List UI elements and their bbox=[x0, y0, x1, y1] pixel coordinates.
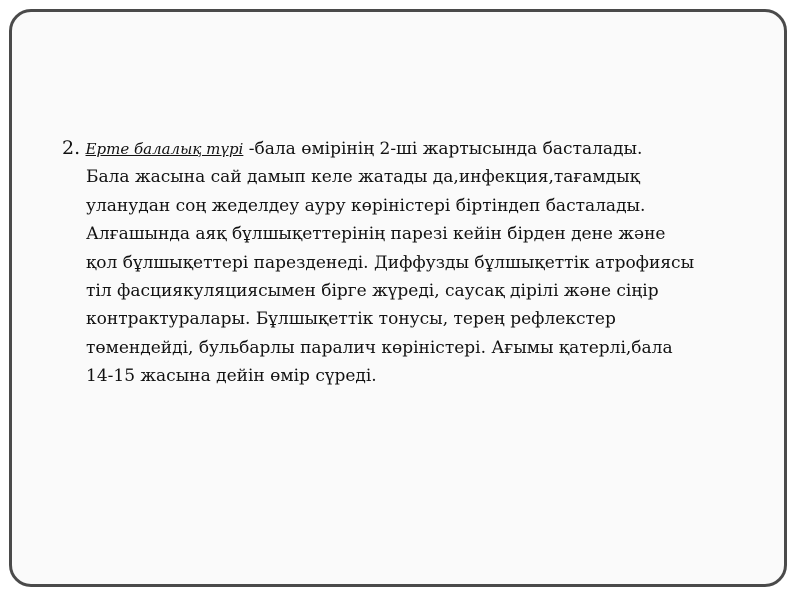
slide-body-text bbox=[62, 134, 752, 391]
item-number: 2. bbox=[62, 137, 81, 159]
text-line-5: қол бұлшықеттері парезденеді. Диффузды бұлшықеттік атрофиясы bbox=[86, 252, 695, 273]
first-line-text: -бала өмірінің 2-ші жартысында басталады. bbox=[243, 139, 643, 159]
text-line-8: төмендейді, бульбарлы паралич көріністері. Ағымы қатерлі,бала bbox=[86, 337, 673, 358]
text-line-1 bbox=[62, 134, 752, 163]
text-line-6: тіл фасциякуляциясымен бірге жүреді, саусақ дірілі және сіңір bbox=[86, 281, 659, 302]
text-line-2: Бала жасына сай дамып келе жатады да,инфекция,тағамдық bbox=[86, 167, 640, 188]
text-line-9: 14-15 жасына дейін өмір сүреді. bbox=[86, 366, 377, 387]
text-line-4: Алғашында аяқ бұлшықеттерінің парезі кейін бірден дене және bbox=[86, 224, 666, 245]
text-line-3: уланудан соң жеделдеу ауру көріністері біртіндеп басталады. bbox=[86, 195, 646, 216]
text-line-7: контрактуралары. Бұлшықеттік тонусы, терең рефлекстер bbox=[86, 309, 616, 330]
term-heading: Ерте балалық түрі bbox=[85, 140, 244, 158]
